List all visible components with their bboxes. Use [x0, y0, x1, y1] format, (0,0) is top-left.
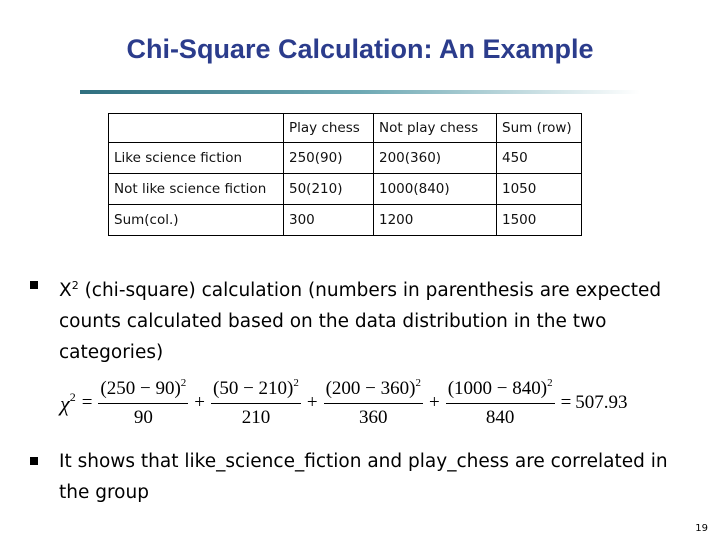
table-header-cell: Not play chess — [374, 114, 497, 143]
title-divider — [80, 90, 640, 94]
formula-plus: + — [194, 392, 205, 413]
formula-term: $\frac{(50 - 210)^2}{210}$ — [213, 377, 299, 428]
formula-term: $\frac{(200 - 360)^2}{360}$ — [325, 377, 421, 428]
formula-term: $\frac{(250 - 90)^2}{90}$ — [100, 377, 187, 428]
table-cell: 1000(840) — [374, 174, 497, 205]
table-cell: 300 — [284, 205, 374, 236]
table-cell: 200(360) — [374, 143, 497, 174]
chi-square-formula — [60, 373, 628, 433]
bullet-prefix: X — [59, 280, 72, 301]
table-row — [109, 205, 582, 236]
formula-lhs: $\chi^2$ — [60, 389, 76, 416]
bullet-text: It shows that like_science_fiction and play_chess are correlated in the group — [59, 451, 668, 503]
table-cell: 1200 — [374, 205, 497, 236]
table-row — [109, 174, 582, 205]
formula-term: $\frac{(1000 - 840)^2}{840}$ — [447, 377, 553, 428]
table-cell: 50(210) — [284, 174, 374, 205]
table-header-cell: Sum (row) — [497, 114, 582, 143]
formula-plus: + — [306, 392, 318, 413]
table-header-row — [109, 114, 582, 143]
slide-title: Chi-Square Calculation: An Example — [126, 34, 594, 64]
table-header-cell: Play chess — [284, 114, 374, 143]
bullet-conclusion — [30, 446, 690, 508]
table-cell: 1050 — [497, 174, 582, 205]
formula-plus: + — [428, 392, 440, 413]
bullet-superscript: 2 — [71, 279, 79, 292]
table-cell: 250(90) — [284, 143, 374, 174]
formula-equals: = — [560, 392, 572, 413]
bullet-text: (chi-square) calculation (numbers in parenthesis are expected counts calculated based on the data distribution in the two categories) — [59, 280, 662, 363]
page-number: 19 — [695, 523, 708, 534]
table-row-label: Sum(col.) — [109, 205, 284, 236]
table-header-cell — [109, 114, 284, 143]
formula-result: 507.93 — [575, 392, 628, 413]
table-cell: 450 — [497, 143, 582, 174]
contingency-table — [108, 113, 582, 236]
table-row — [109, 143, 582, 174]
square-bullet-icon — [30, 281, 38, 289]
bullet-chi-square-explanation — [30, 270, 690, 368]
square-bullet-icon — [30, 457, 38, 465]
table-row-label: Not like science fiction — [109, 174, 284, 205]
table-cell: 1500 — [497, 205, 582, 236]
formula-equals: = — [81, 392, 93, 413]
table-row-label: Like science fiction — [109, 143, 284, 174]
